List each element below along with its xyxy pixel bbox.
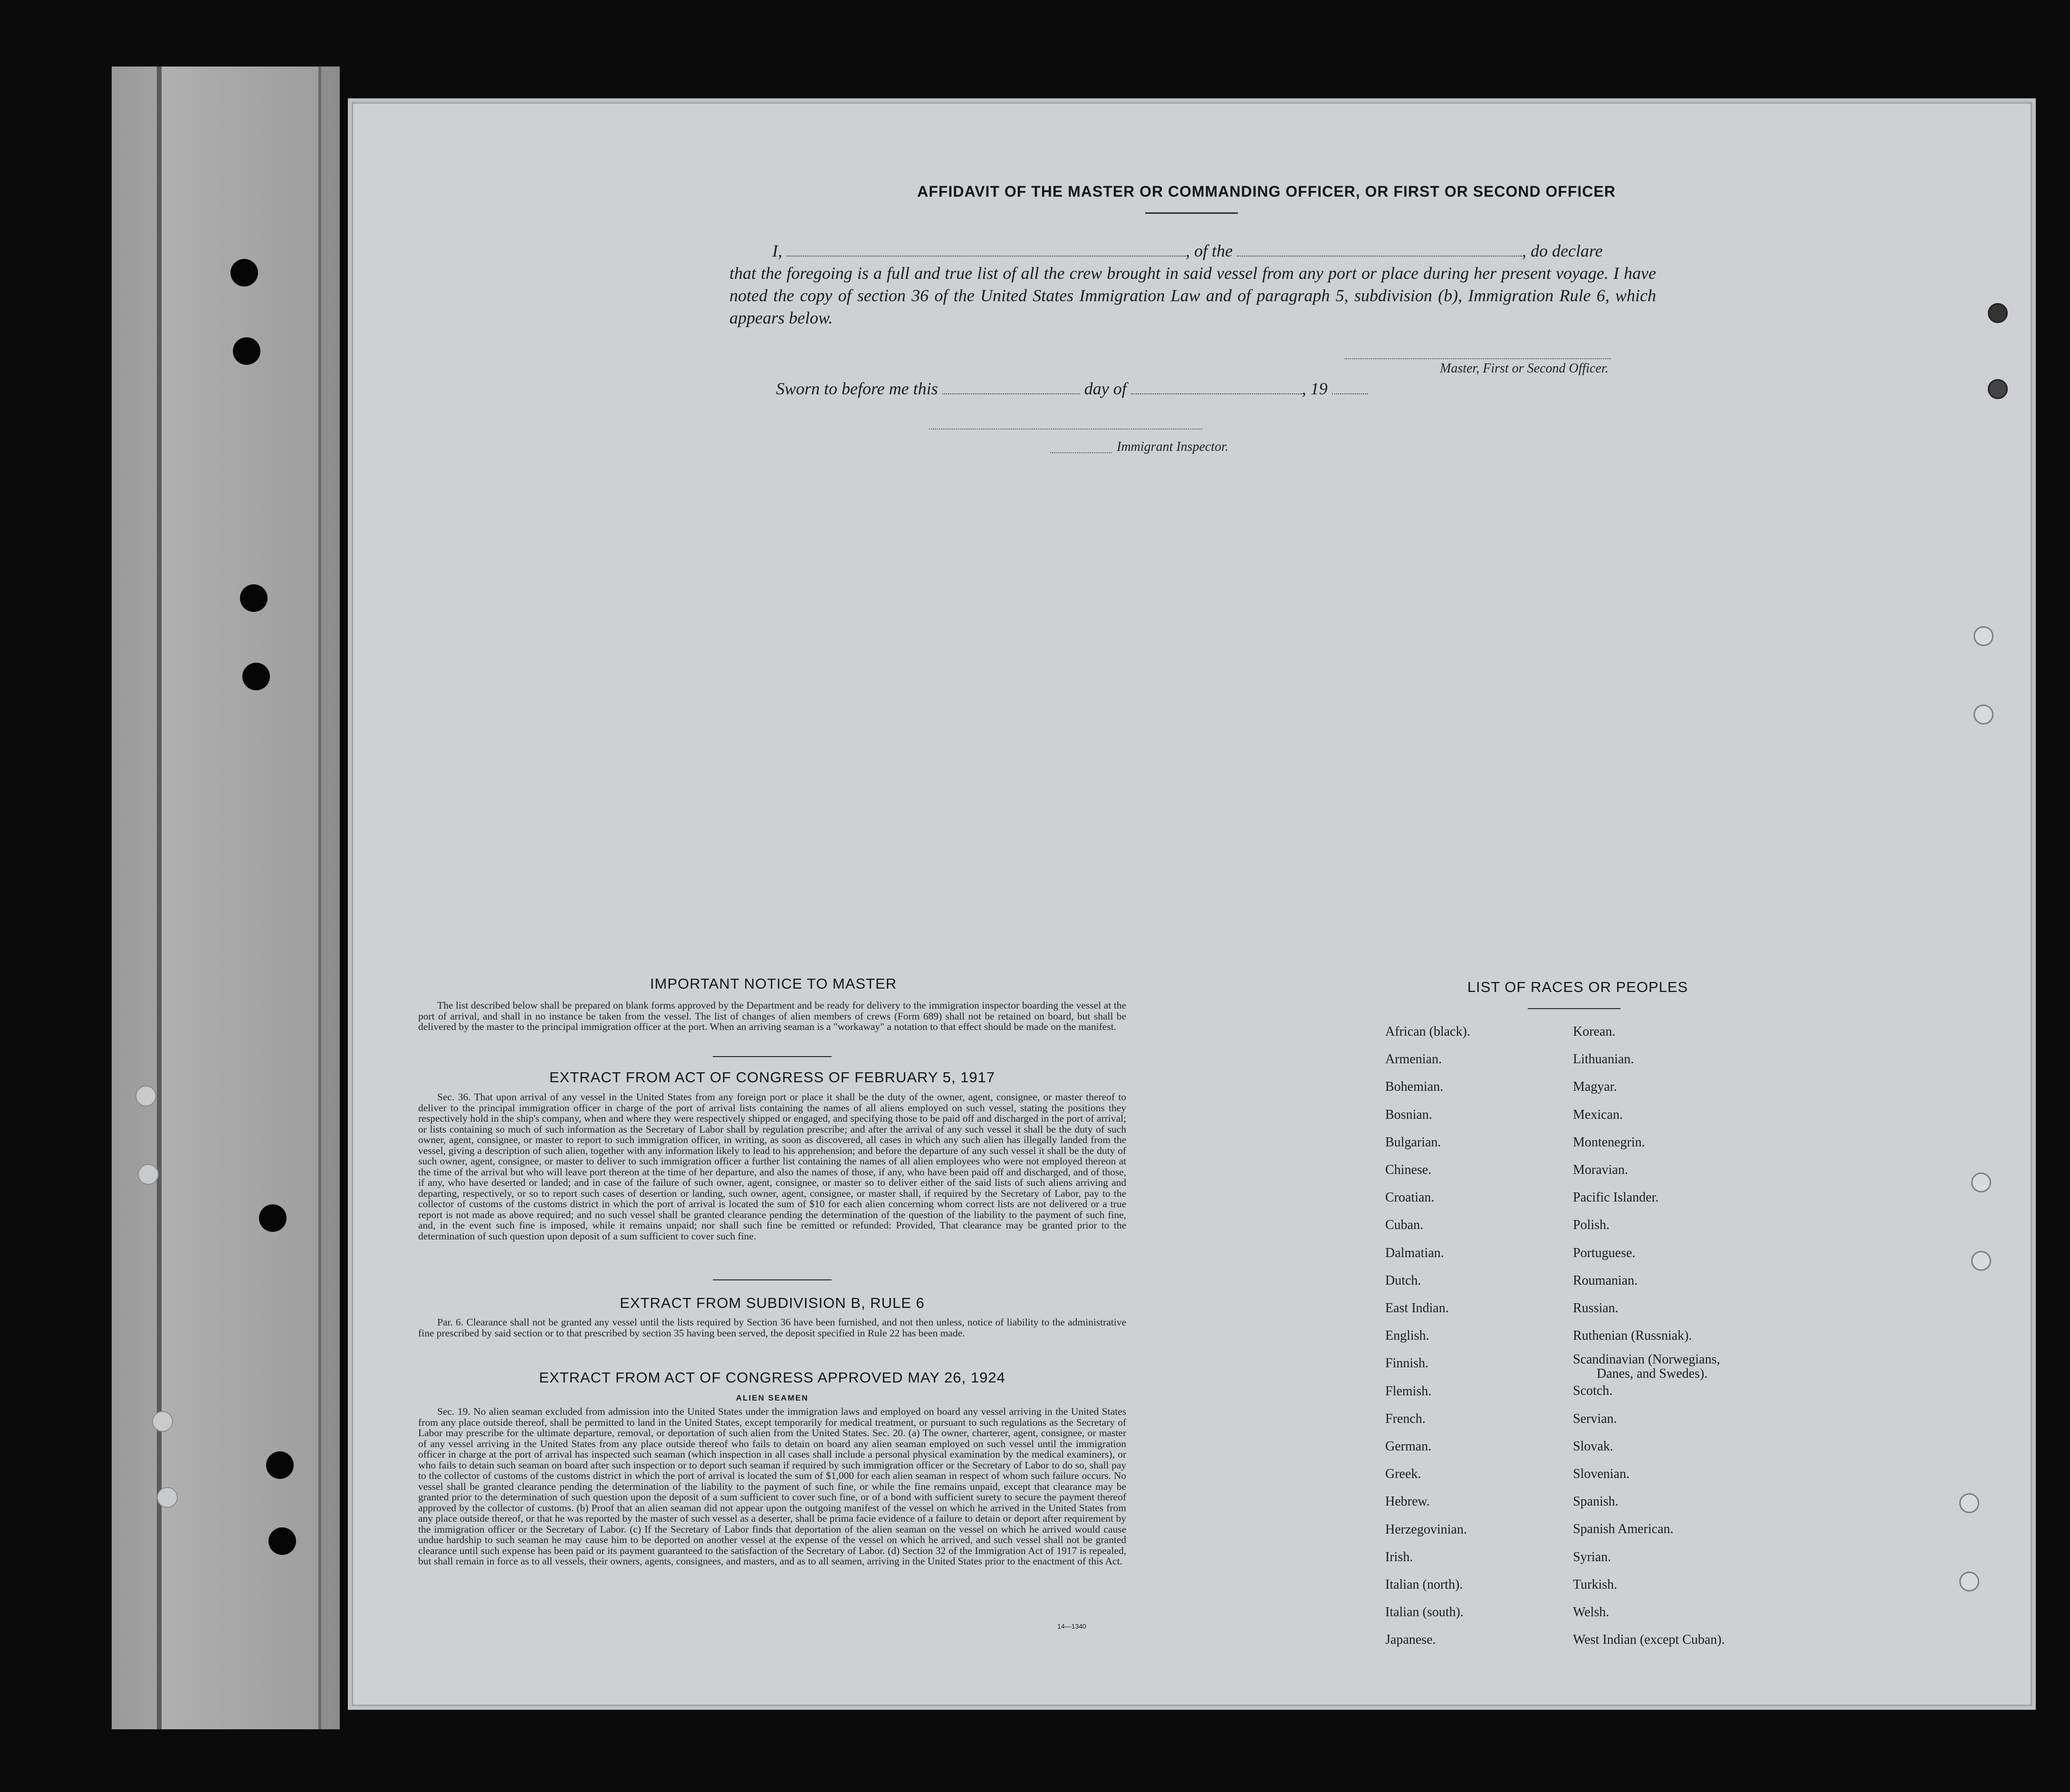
inspector-signature-label: Immigrant Inspector. bbox=[1117, 439, 1228, 454]
race-item: Welsh. bbox=[1573, 1605, 1610, 1620]
affidavit-text bbox=[729, 240, 1656, 329]
race-item: Japanese. bbox=[1385, 1632, 1436, 1648]
race-item: Spanish American. bbox=[1573, 1522, 1674, 1537]
race-item: Scotch. bbox=[1573, 1383, 1613, 1399]
affidavit-do-declare: , do declare bbox=[1522, 241, 1603, 260]
race-item: Bulgarian. bbox=[1385, 1134, 1441, 1150]
inspector-signature-line-short bbox=[1050, 451, 1112, 453]
race-item: West Indian (except Cuban). bbox=[1573, 1632, 1725, 1648]
race-item: Scandinavian (Norwegians, bbox=[1573, 1352, 1720, 1367]
race-item: Italian (south). bbox=[1385, 1605, 1464, 1620]
notice-body: The list described below shall be prepared on blank forms approved by the Department and be ready for delivery to the immigration inspector boarding the vessel at the port of arrival, and shall in no instance be taken from the vessel. The list of changes of alien members of crews (Form 689) shall not be retained on board, but shall be delivered by the master to the principal immigration officer at the port. When an arriving seaman is a "workaway" a notation to that effect should be made on the manifest. bbox=[418, 1000, 1126, 1032]
sworn-day-of: day of bbox=[1084, 379, 1127, 398]
extract-1924-title: EXTRACT FROM ACT OF CONGRESS APPROVED MAY 26, 1924 bbox=[539, 1369, 1006, 1386]
extract-1917-body: Sec. 36. That upon arrival of any vessel in the United States from any foreign port or place it shall be the duty of the owner, agent, consignee, or master thereof to deliver to the principal immigration officer in charge of the port of arrival lists containing the names of all aliens employed on such vessel, stating the positions they respectively hold in the ship's company, when and where they were respectively shipped or engaged, and specifying those to be paid off and discharged in the port of arrival; or lists containing so much of such information as the Secretary of Labor shall by regulation prescribe; and after the arrival of any such vessel it shall be the duty of such owner, agent, consignee, or master to report to such immigration officer, in writing, as soon as discovered, all cases in which any such alien has illegally landed from the vessel, giving a description of such alien, together with any information likely to lead to his apprehension; and before the departure of any such vessel it shall be the duty of such owner, agent, consignee, or master to deliver to such immigration officer a further list containing the names of all alien employees who were not employed thereon at the time of the arrival but who will leave port thereon at the time of her departure, and also the names of those, if any, who have been paid off and discharged, and of those, if any, who have deserted or landed; and in case of the failure of such owner, agent, consignee, or master so to deliver either of the said lists of such aliens arriving and departing, respectively, or so to report such cases of desertion or landing, such owner, agent, consignee, or master shall, if required by the Secretary of Labor, pay to the collector of customs of the customs district in which the port of arrival is located the sum of $10 for each alien concerning whom correct lists are not delivered or a true report is not made as above required; and no such vessel shall be granted clearance pending the determination of the question of the liability to the payment of such fine, and, in the event such fine is imposed, while it remains unpaid; nor shall such fine be remitted or refunded: Provided, That clearance may be granted prior to the determination of such question upon deposit of a sum sufficient to cover such fine. bbox=[418, 1091, 1126, 1242]
affidavit-of-the: , of the bbox=[1186, 241, 1233, 260]
punch-hole bbox=[268, 1527, 296, 1555]
race-item: Russian. bbox=[1573, 1301, 1619, 1316]
extract-rule6-body: Par. 6. Clearance shall not be granted any vessel until the lists required by Section 36 have been furnished, and not then unless, notice of liability to the administrative fine prescribed by said section or to that prescribed by section 35 having been served, the deposit specified in Rule 22 has been made. bbox=[418, 1316, 1126, 1339]
extract-1917-title: EXTRACT FROM ACT OF CONGRESS OF FEBRUARY 5, 1917 bbox=[549, 1069, 996, 1086]
races-right-column bbox=[1573, 1018, 1725, 1654]
race-item: Pacific Islander. bbox=[1573, 1190, 1659, 1205]
extract-rule6-title: EXTRACT FROM SUBDIVISION B, RULE 6 bbox=[620, 1295, 925, 1311]
punch-hole bbox=[1974, 705, 1993, 724]
extract-1924-body: Sec. 19. No alien seaman excluded from admission into the United States under the immigration laws and employed on board any vessel arriving in the United States from any place outside thereof, shall be permitted to land in the United States, except temporarily for medical treatment, or pursuant to such regulations as the Secretary of Labor may prescribe for the ultimate departure, removal, or deportation of such alien from the United States. Sec. 20. (a) The owner, charterer, agent, consignee, or master of any vessel arriving in the United States from any place outside thereof who fails to detain on board any alien seaman employed on such vessel until the immigration officer in charge at the port of arrival has inspected such seaman (which inspection in all cases shall include a personal physical examination by the medical examiners), or who fails to detain such seaman on board after such inspection or to deport such seaman if required by such immigration officer or the Secretary of Labor to do so, shall pay to the collector of customs of the customs district in which the port of arrival is located the sum of $1,000 for each alien seaman in respect of whom such failure occurs. No vessel shall be granted clearance pending the determination of the liability to the payment of such fine, or while the fine remains unpaid, except that clearance may be granted prior to the determination of such question upon the deposit of a sum sufficient to cover such fine, or of a bond with sufficient surety to secure the payment thereof approved by the collector of customs. (b) Proof that an alien seaman did not appear upon the outgoing manifest of the vessel on which he arrived in the United States from any place outside thereof, or that he was reported by the master of such vessel as a deserter, shall be prima facie evidence of a failure to detain or deport after requirement by the immigration officer or the Secretary of Labor. (c) If the Secretary of Labor finds that deportation of the alien seaman on the vessel on which he arrived would cause undue hardship to such seaman he may cause him to be deported on another vessel at the expense of the vessel on which he arrived, and such vessel shall not be granted clearance until such expense has been paid or its payment guaranteed to the satisfaction of the Secretary of Labor. (d) Section 32 of the Immigration Act of 1917 is repealed, but shall remain in force as to all vessels, their owners, agents, consignees, and masters, and as to all seamen, arriving in the United States prior to the enactment of this Act. bbox=[418, 1406, 1126, 1567]
race-item: Italian (north). bbox=[1385, 1577, 1463, 1592]
race-item: Flemish. bbox=[1385, 1383, 1432, 1399]
races-title: LIST OF RACES OR PEOPLES bbox=[1467, 979, 1688, 995]
race-item: Servian. bbox=[1573, 1411, 1617, 1426]
vessel-name-field[interactable] bbox=[1237, 241, 1522, 257]
master-name-field[interactable] bbox=[786, 241, 1186, 257]
race-item: Montenegrin. bbox=[1573, 1134, 1645, 1150]
punch-hole bbox=[1971, 1172, 1991, 1192]
race-item: Mexican. bbox=[1573, 1107, 1623, 1122]
races-title-rule bbox=[1528, 1008, 1620, 1009]
sworn-line bbox=[776, 379, 1368, 399]
race-item: Ruthenian (Russniak). bbox=[1573, 1328, 1692, 1344]
race-item: Irish. bbox=[1385, 1549, 1413, 1564]
punch-hole bbox=[233, 337, 260, 365]
race-item: Turkish. bbox=[1573, 1577, 1618, 1592]
race-item: Chinese. bbox=[1385, 1163, 1432, 1178]
race-item-continuation: Danes, and Swedes). bbox=[1597, 1366, 1708, 1381]
race-item: English. bbox=[1385, 1328, 1429, 1344]
punch-hole bbox=[152, 1411, 173, 1432]
punch-hole bbox=[242, 663, 270, 690]
punch-hole bbox=[1959, 1493, 1979, 1513]
race-item: Greek. bbox=[1385, 1467, 1421, 1482]
race-item: Croatian. bbox=[1385, 1190, 1435, 1205]
notice-title: IMPORTANT NOTICE TO MASTER bbox=[650, 975, 897, 992]
race-item: Dalmatian. bbox=[1385, 1245, 1444, 1260]
affidavit-i: I, bbox=[772, 241, 782, 260]
race-item: Spanish. bbox=[1573, 1494, 1619, 1509]
race-item: Lithuanian. bbox=[1573, 1052, 1634, 1067]
race-item: Slovenian. bbox=[1573, 1467, 1629, 1482]
affidavit-first-line bbox=[729, 240, 1656, 262]
punch-hole bbox=[157, 1487, 178, 1508]
race-item: French. bbox=[1385, 1411, 1426, 1426]
race-item: Moravian. bbox=[1573, 1163, 1628, 1178]
race-item: East Indian. bbox=[1385, 1301, 1449, 1316]
race-item: Polish. bbox=[1573, 1218, 1610, 1233]
punch-hole bbox=[240, 584, 268, 612]
inspector-signature-line[interactable] bbox=[929, 428, 1202, 429]
race-item: Cuban. bbox=[1385, 1218, 1424, 1233]
punch-hole bbox=[1959, 1572, 1979, 1592]
race-item: Finnish. bbox=[1385, 1356, 1429, 1371]
title-rule bbox=[1145, 212, 1238, 214]
race-item: Herzegovinian. bbox=[1385, 1522, 1467, 1537]
races-left-column bbox=[1385, 1018, 1470, 1654]
affidavit-body: that the foregoing is a full and true list of all the crew brought in said vessel from any port or place during her present voyage. I have noted the copy of section 36 of the United States Immigration Law and of paragraph 5, subdivision (b), Immigration Rule 6, which appears below. bbox=[729, 264, 1656, 327]
section-rule bbox=[713, 1279, 832, 1280]
race-item: Roumanian. bbox=[1573, 1273, 1638, 1288]
punch-hole bbox=[1988, 379, 2008, 399]
officer-signature-line[interactable] bbox=[1345, 357, 1611, 359]
race-item: African (black). bbox=[1385, 1024, 1470, 1039]
punch-hole bbox=[259, 1204, 287, 1232]
binder-spine bbox=[157, 67, 162, 1729]
alien-seamen-subtitle: ALIEN SEAMEN bbox=[736, 1393, 809, 1402]
race-item: Slovak. bbox=[1573, 1439, 1613, 1454]
punch-hole bbox=[230, 259, 258, 286]
punch-hole bbox=[138, 1164, 159, 1185]
sworn-year-field[interactable] bbox=[1332, 381, 1368, 394]
race-item: Korean. bbox=[1573, 1024, 1616, 1039]
race-item: Bosnian. bbox=[1385, 1107, 1432, 1122]
sworn-month-field[interactable] bbox=[1131, 381, 1302, 394]
race-item: Hebrew. bbox=[1385, 1494, 1430, 1509]
race-item: German. bbox=[1385, 1439, 1432, 1454]
race-item: Magyar. bbox=[1573, 1079, 1617, 1095]
binder-page-stub bbox=[162, 67, 321, 1729]
race-item: Bohemian. bbox=[1385, 1079, 1444, 1095]
race-item: Dutch. bbox=[1385, 1273, 1421, 1288]
race-item: Portuguese. bbox=[1573, 1245, 1636, 1260]
race-item: Armenian. bbox=[1385, 1052, 1442, 1067]
punch-hole bbox=[1974, 626, 1993, 646]
punch-hole bbox=[135, 1086, 156, 1106]
race-item: Syrian. bbox=[1573, 1549, 1611, 1564]
punch-hole bbox=[266, 1451, 294, 1479]
affidavit-title: AFFIDAVIT OF THE MASTER OR COMMANDING OFFICER, OR FIRST OR SECOND OFFICER bbox=[917, 183, 1616, 200]
section-rule bbox=[713, 1056, 832, 1057]
sworn-prefix: Sworn to before me this bbox=[776, 379, 938, 398]
sworn-day-field[interactable] bbox=[942, 381, 1080, 394]
punch-hole bbox=[1971, 1251, 1991, 1271]
punch-hole bbox=[1988, 303, 2008, 323]
sworn-year: , 19 bbox=[1302, 379, 1328, 398]
form-number: 14—1340 bbox=[1057, 1622, 1086, 1630]
officer-signature-label: Master, First or Second Officer. bbox=[1440, 361, 1609, 376]
